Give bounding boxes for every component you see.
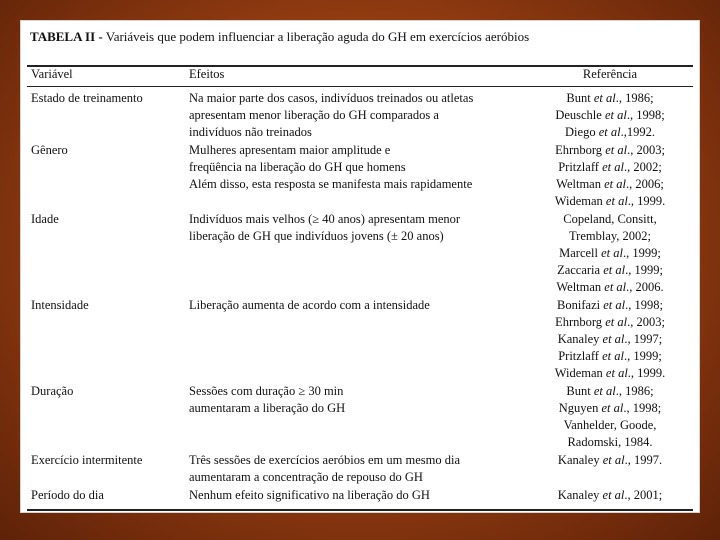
reference-year: ., 1986;	[615, 91, 654, 105]
reference-author: Diego	[565, 125, 599, 139]
effects-line: Indivíduos mais velhos (≥ 40 anos) apresentam menor	[189, 212, 461, 226]
variable-cell: Exercício intermitente	[31, 453, 143, 467]
effects-line: Liberação aumenta de acordo com a intensidade	[189, 298, 430, 312]
variable-cell: Estado de treinamento	[31, 91, 143, 105]
reference-year: ., 1999.	[627, 194, 666, 208]
reference-etal: et al	[603, 263, 626, 277]
reference-etal: et al	[598, 125, 621, 139]
reference-year: ., 1999.	[627, 366, 666, 380]
effects-cell	[189, 142, 529, 193]
effects-line: freqüência na liberação do GH que homens	[189, 160, 406, 174]
header-variable: Variável	[31, 67, 73, 81]
reference-author: Nguyen	[558, 401, 602, 415]
reference-author: Bunt	[566, 384, 594, 398]
table-title-text: Variáveis que podem influenciar a liberação aguda do GH em exercícios aeróbios	[105, 29, 530, 44]
table-card	[20, 20, 700, 513]
reference-author: Vanhelder, Goode,	[563, 418, 657, 432]
reference-line	[529, 279, 691, 296]
reference-line	[529, 193, 691, 210]
reference-author: Radomski, 1984.	[567, 435, 653, 449]
reference-author: Pritzlaff	[558, 160, 603, 174]
effects-line: aumentaram a concentração de repouso do GH	[189, 470, 423, 484]
reference-author: Marcell	[559, 246, 602, 260]
reference-etal: et al	[604, 177, 626, 191]
effects-cell	[189, 452, 529, 486]
effects-line: liberação de GH que indivíduos jovens (± 20 anos)	[189, 229, 444, 243]
table-title	[30, 29, 529, 45]
reference-year: ., 1998;	[626, 108, 665, 122]
reference-author: Zaccaria	[557, 263, 604, 277]
variable-cell: Idade	[31, 212, 59, 226]
effects-line: aumentaram a liberação do GH	[189, 401, 346, 415]
reference-etal: et al	[605, 194, 628, 208]
reference-cell	[529, 142, 691, 210]
reference-year: ., 1998;	[623, 401, 662, 415]
variable-cell: Gênero	[31, 143, 68, 157]
reference-author: Ehrnborg	[555, 143, 606, 157]
reference-year: ., 2006;	[625, 177, 664, 191]
reference-year: ., 2003;	[627, 143, 665, 157]
reference-etal: et al	[601, 246, 623, 260]
reference-etal: et al	[604, 108, 627, 122]
reference-etal: et al	[605, 315, 628, 329]
reference-line	[529, 245, 691, 262]
reference-line	[529, 176, 691, 193]
effects-line: Sessões com duração ≥ 30 min	[189, 384, 344, 398]
bottom-rule	[27, 509, 693, 511]
reference-author: Deuschle	[555, 108, 605, 122]
reference-etal: et al	[604, 280, 627, 294]
reference-line	[529, 400, 691, 417]
reference-year: ., 2006.	[626, 280, 664, 294]
reference-line	[529, 90, 691, 107]
reference-year: ., 1999;	[625, 263, 663, 277]
effects-cell	[189, 211, 529, 245]
reference-author: Bonifazi	[557, 298, 604, 312]
effects-cell	[189, 90, 529, 141]
reference-line	[529, 348, 691, 365]
reference-author: Bunt	[566, 91, 594, 105]
reference-etal: et al	[602, 488, 625, 502]
reference-line	[529, 142, 691, 159]
effects-cell	[189, 297, 529, 314]
variable-cell: Período do dia	[31, 488, 104, 502]
effects-line: Na maior parte dos casos, indivíduos treinados ou atletas	[189, 91, 474, 105]
reference-line	[529, 331, 691, 348]
reference-line	[529, 452, 691, 469]
reference-etal: et al	[603, 298, 626, 312]
reference-year: .,1992.	[620, 125, 655, 139]
reference-cell	[529, 383, 691, 451]
reference-etal: et al	[602, 453, 625, 467]
reference-year: ., 1997;	[624, 332, 663, 346]
effects-line: Nenhum efeito significativo na liberação do GH	[189, 488, 430, 502]
reference-line	[529, 107, 691, 124]
effects-line: Mulheres apresentam maior amplitude e	[189, 143, 391, 157]
reference-etal: et al	[605, 366, 628, 380]
reference-author: Wideman	[554, 194, 606, 208]
reference-line	[529, 487, 691, 504]
reference-year: ., 1998;	[625, 298, 663, 312]
reference-line	[529, 262, 691, 279]
variable-cell: Intensidade	[31, 298, 89, 312]
effects-line: Três sessões de exercícios aeróbios em um mesmo dia	[189, 453, 461, 467]
variable-cell: Duração	[31, 384, 74, 398]
header-effects: Efeitos	[189, 67, 225, 81]
reference-line	[529, 383, 691, 400]
reference-line	[529, 124, 691, 141]
effects-line: Além disso, esta resposta se manifesta mais rapidamente	[189, 177, 473, 191]
effects-line: indivíduos não treinados	[189, 125, 312, 139]
reference-author: Ehrnborg	[555, 315, 606, 329]
reference-author: Kanaley	[557, 453, 603, 467]
reference-author: Pritzlaff	[558, 349, 603, 363]
header-reference: Referência	[582, 67, 638, 81]
reference-etal: et al	[602, 349, 624, 363]
reference-author: Kanaley	[557, 332, 603, 346]
reference-etal: et al	[602, 332, 625, 346]
reference-year: ., 1999;	[623, 349, 662, 363]
reference-etal: et al	[601, 401, 624, 415]
header-rule	[27, 86, 693, 87]
reference-year: ., 1986;	[615, 384, 654, 398]
reference-line	[529, 159, 691, 176]
reference-author: Weltman	[556, 177, 605, 191]
effects-cell	[189, 487, 529, 504]
table-title-label: TABELA II -	[30, 29, 103, 44]
reference-year: ., 2003;	[627, 315, 665, 329]
reference-author: Weltman	[556, 280, 605, 294]
reference-line	[529, 365, 691, 382]
reference-line	[529, 417, 691, 434]
reference-cell	[529, 297, 691, 382]
reference-line	[529, 211, 691, 228]
reference-author: Kanaley	[557, 488, 603, 502]
reference-author: Tremblay, 2002;	[568, 229, 652, 243]
reference-etal: et al	[593, 384, 616, 398]
reference-cell	[529, 211, 691, 296]
reference-author: Copeland, Consitt,	[563, 212, 657, 226]
reference-etal: et al	[593, 91, 616, 105]
reference-year: ., 1997.	[624, 453, 663, 467]
reference-year: ., 2001;	[624, 488, 663, 502]
reference-cell	[529, 90, 691, 141]
reference-etal: et al	[602, 160, 624, 174]
reference-cell	[529, 487, 691, 504]
reference-line	[529, 434, 691, 451]
reference-year: ., 1999;	[623, 246, 661, 260]
reference-author: Wideman	[554, 366, 606, 380]
reference-line	[529, 297, 691, 314]
reference-line	[529, 314, 691, 331]
effects-cell	[189, 383, 529, 417]
reference-year: ., 2002;	[623, 160, 662, 174]
reference-line	[529, 228, 691, 245]
effects-line: apresentam menor liberação do GH comparados a	[189, 108, 439, 122]
reference-etal: et al	[605, 143, 628, 157]
reference-cell	[529, 452, 691, 469]
